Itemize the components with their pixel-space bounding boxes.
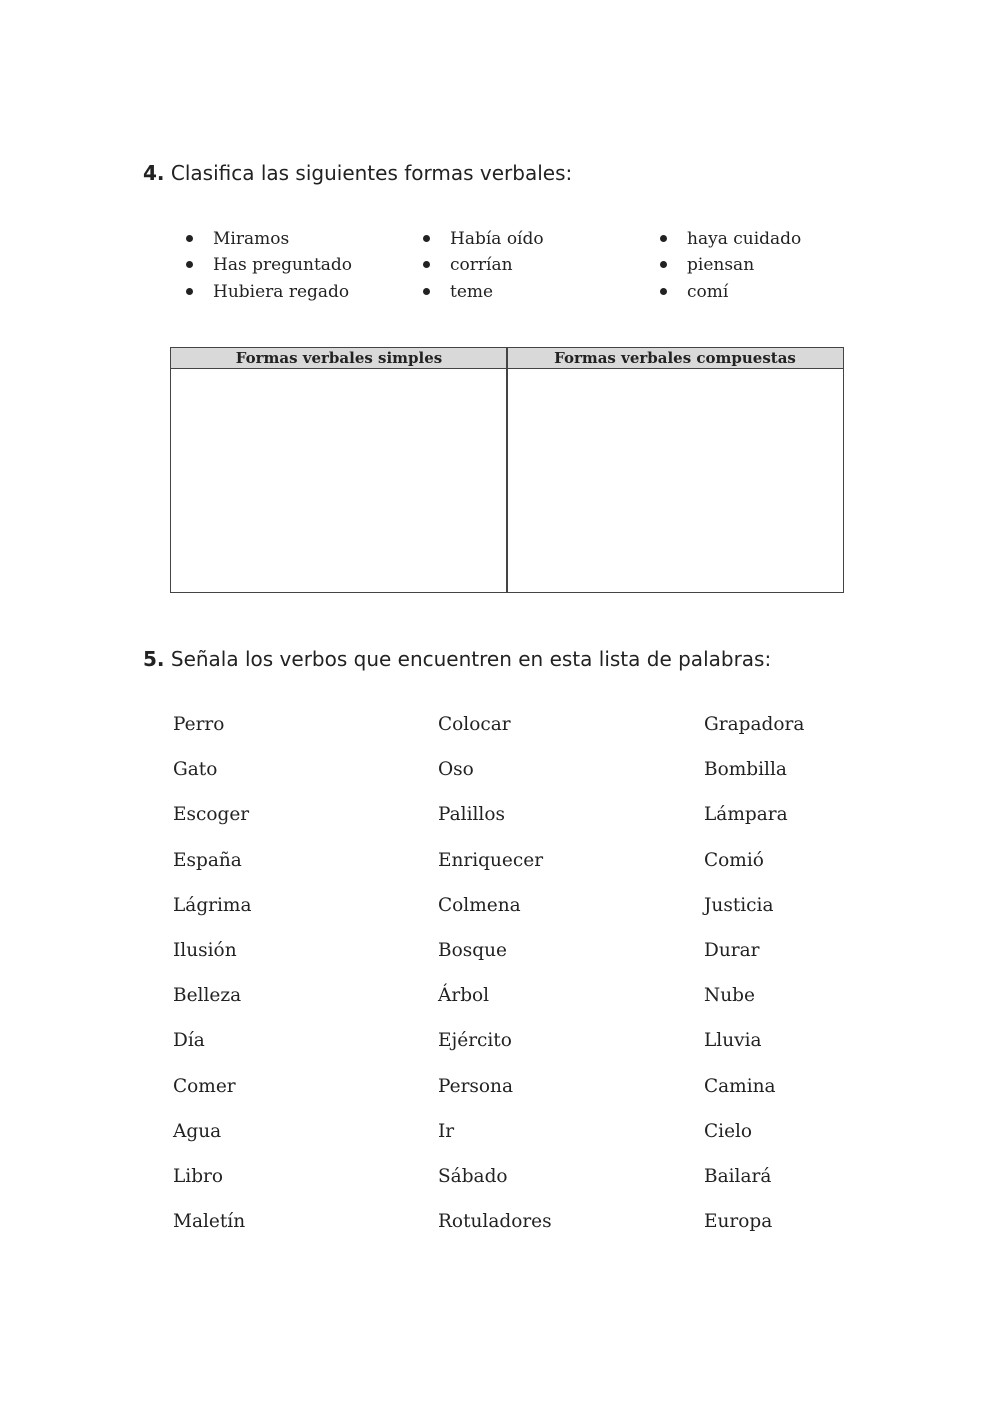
bullet-item (687, 252, 801, 278)
word-item[interactable]: Ilusión (173, 939, 237, 961)
word-column-3 (704, 711, 804, 1253)
word-item[interactable]: Bailará (704, 1165, 772, 1187)
word-item[interactable]: Cielo (704, 1120, 753, 1142)
bullet-item (450, 279, 544, 305)
word-item[interactable]: Ejército (438, 1030, 512, 1052)
bullet-text: Miramos (213, 229, 290, 249)
bullet-text: Has preguntado (213, 255, 353, 276)
word-item[interactable]: Rotuladores (438, 1211, 552, 1233)
word-item[interactable]: Lámpara (704, 804, 788, 826)
classification-table (170, 347, 844, 593)
word-item[interactable]: Libro (173, 1165, 224, 1187)
word-item[interactable]: Comió (704, 849, 764, 871)
word-item[interactable]: Lágrima (173, 894, 252, 916)
question-4-title (143, 161, 572, 185)
word-item[interactable]: Escoger (173, 804, 250, 826)
bullet-dot-icon (660, 235, 667, 242)
bullet-column-2 (450, 226, 544, 305)
word-item[interactable]: Maletín (173, 1211, 246, 1233)
question-5-title (143, 647, 771, 671)
word-item[interactable]: Belleza (173, 985, 242, 1007)
word-item[interactable]: Camina (704, 1075, 776, 1097)
bullet-item (213, 226, 352, 252)
word-item[interactable]: Oso (438, 759, 474, 781)
word-column-2 (438, 711, 552, 1253)
word-item[interactable]: Sábado (438, 1165, 508, 1187)
word-item[interactable]: Persona (438, 1075, 513, 1097)
word-item[interactable]: Perro (173, 714, 225, 735)
bullet-dot-icon (660, 261, 667, 268)
word-item[interactable]: Colocar (438, 714, 511, 735)
answer-cell-compound[interactable] (508, 369, 843, 592)
table-header-compound: Formas verbales compuestas (507, 348, 843, 369)
bullet-dot-icon (186, 288, 193, 295)
word-column-1 (173, 711, 252, 1253)
word-item[interactable]: Europa (704, 1211, 773, 1233)
bullet-item (450, 226, 544, 252)
bullet-text: Había oído (450, 229, 544, 249)
word-item[interactable]: Grapadora (704, 714, 805, 735)
word-item[interactable]: Bosque (438, 939, 507, 961)
bullet-text: piensan (687, 255, 755, 276)
word-item[interactable]: Agua (173, 1120, 222, 1142)
bullet-item (687, 226, 801, 252)
word-item[interactable]: Gato (173, 759, 218, 781)
word-item[interactable]: España (173, 849, 242, 871)
word-item[interactable]: Palillos (438, 804, 505, 826)
answer-cell-simple[interactable] (171, 369, 506, 592)
word-item[interactable]: Nube (704, 985, 755, 1007)
bullet-item (450, 252, 544, 278)
bullet-dot-icon (186, 235, 193, 242)
bullet-text: haya cuidado (687, 229, 802, 249)
bullet-dot-icon (660, 288, 667, 295)
bullet-text: teme (450, 281, 494, 302)
word-item[interactable]: Enriquecer (438, 849, 544, 871)
bullet-text: Hubiera regado (213, 281, 350, 302)
bullet-dot-icon (186, 261, 193, 268)
bullet-item (213, 279, 352, 305)
bullet-item (687, 279, 801, 305)
bullet-dot-icon (423, 261, 430, 268)
bullet-text: comí (687, 281, 729, 302)
bullet-dot-icon (423, 235, 430, 242)
table-header-simple: Formas verbales simples (171, 348, 507, 369)
word-item[interactable]: Lluvia (704, 1030, 762, 1052)
question-4-text: Clasifica las siguientes formas verbales: (170, 161, 573, 185)
bullet-dot-icon (423, 288, 430, 295)
question-4-number: 4. (143, 161, 165, 185)
bullet-text: corrían (450, 255, 513, 276)
word-item[interactable]: Bombilla (704, 759, 787, 781)
bullet-column-1 (213, 226, 352, 305)
word-item[interactable]: Colmena (438, 894, 521, 916)
question-5-text: Señala los verbos que encuentren en esta lista de palabras: (170, 647, 772, 671)
word-item[interactable]: Justicia (704, 894, 774, 916)
question-5-number: 5. (143, 647, 165, 671)
word-item[interactable]: Comer (173, 1075, 236, 1097)
word-item[interactable]: Durar (704, 939, 760, 961)
word-item[interactable]: Ir (438, 1120, 455, 1142)
bullet-item (213, 252, 352, 278)
word-item[interactable]: Día (173, 1030, 205, 1052)
bullet-column-3 (687, 226, 801, 305)
word-item[interactable]: Árbol (438, 985, 490, 1007)
